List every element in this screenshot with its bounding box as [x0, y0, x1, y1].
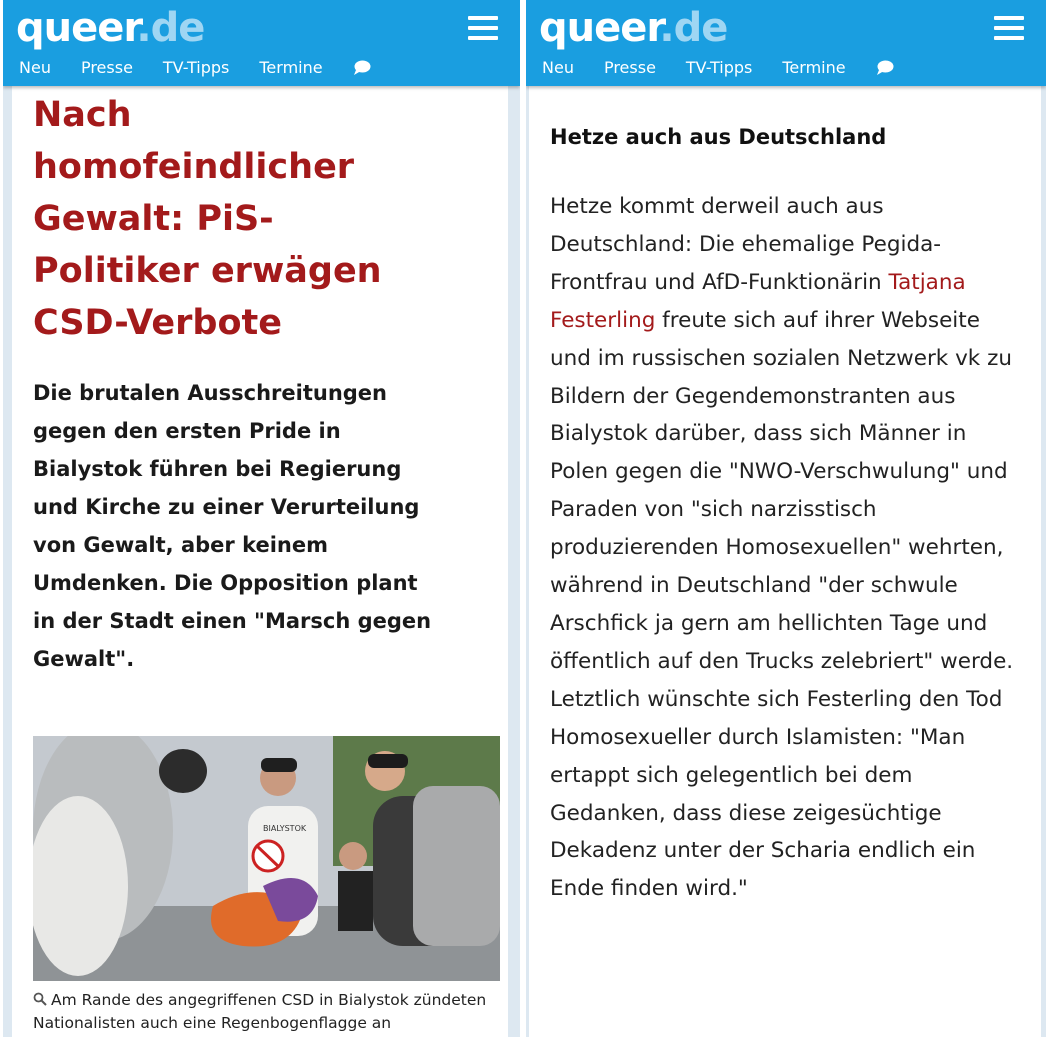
magnifier-icon — [33, 992, 47, 1006]
article-headline: Nach homofeindlicher Gewalt: PiS-Politiker erwägen CSD-Verbote — [33, 95, 382, 343]
logo-main: queer — [16, 5, 137, 51]
article-content — [529, 86, 1041, 1037]
site-header — [3, 0, 520, 86]
site-logo[interactable] — [16, 6, 204, 50]
logo-domain: .de — [136, 5, 205, 51]
nav-item-termine[interactable]: Termine — [782, 57, 846, 77]
main-nav — [542, 55, 894, 79]
logo-domain: .de — [659, 5, 728, 51]
paragraph-text-end: freute sich auf ihrer Webseite und im russischen sozialen Netzwerk vk zu Bildern der Gegendemonstranten aus Bialystok darüber, dass sich Männer in Polen gegen die "NWO-Verschwulung" und Paraden von "sich narzisstisch produzierenden Homosexuellen" wehrten, während in Deutschland "der schwule Arschfick ja gern am hellichten Tage und öffentlich auf den Trucks zelebriert" werde. Letztlich wünschte sich Festerling den Tod Homosexueller durch Islamisten: "Man ertappt sich gelegentlich bei dem Gedanken, dass diese zeigesüchtige Dekadenz unter der Scharia endlich ein Ende finden wird." — [550, 307, 1014, 902]
article-content — [12, 86, 508, 1037]
nav-item-tv-tipps[interactable]: TV-Tipps — [162, 57, 230, 77]
hamburger-menu-icon[interactable] — [994, 16, 1024, 40]
nav-item-tv-tipps[interactable]: TV-Tipps — [685, 57, 753, 77]
photo-shirt-text: BIALYSTOK — [263, 824, 307, 833]
article-photo[interactable] — [33, 736, 500, 981]
nav-item-presse[interactable]: Presse — [603, 57, 656, 77]
article-lead: Die brutalen Ausschreitungen gegen den ersten Pride in Bialystok führen bei Regierung und Kirche zu einer Verurteilung von Gewalt, aber keinem Umdenken. Die Opposition plant in der Stadt einen "Marsch gegen Gewalt". — [33, 381, 432, 671]
nav-item-neu[interactable]: Neu — [19, 57, 51, 77]
section-heading: Hetze auch aus Deutschland — [550, 125, 887, 149]
paragraph-text-start: Hetze kommt derweil auch aus Deutschland: Die ehemalige Pegida-Frontfrau und AfD-Funktionärin — [550, 194, 942, 295]
left-screen — [3, 0, 520, 1037]
photo-illustration — [33, 736, 500, 981]
speech-bubble-icon[interactable] — [876, 60, 894, 76]
article-paragraph — [550, 188, 1020, 908]
nav-item-termine[interactable]: Termine — [259, 57, 323, 77]
logo-main: queer — [539, 5, 660, 51]
hamburger-menu-icon[interactable] — [468, 16, 498, 40]
caption-text: Am Rande des angegriffenen CSD in Bialystok zündeten Nationalisten auch eine Regenbogenflagge an — [33, 991, 487, 1032]
right-screen — [526, 0, 1046, 1037]
photo-caption — [33, 989, 503, 1035]
nav-item-presse[interactable]: Presse — [80, 57, 133, 77]
speech-bubble-icon[interactable] — [353, 60, 371, 76]
main-nav — [19, 55, 371, 79]
site-logo[interactable] — [539, 6, 727, 50]
person-link[interactable]: Tatjana Festerling — [550, 269, 966, 333]
nav-item-neu[interactable]: Neu — [542, 57, 574, 77]
site-header — [526, 0, 1046, 86]
